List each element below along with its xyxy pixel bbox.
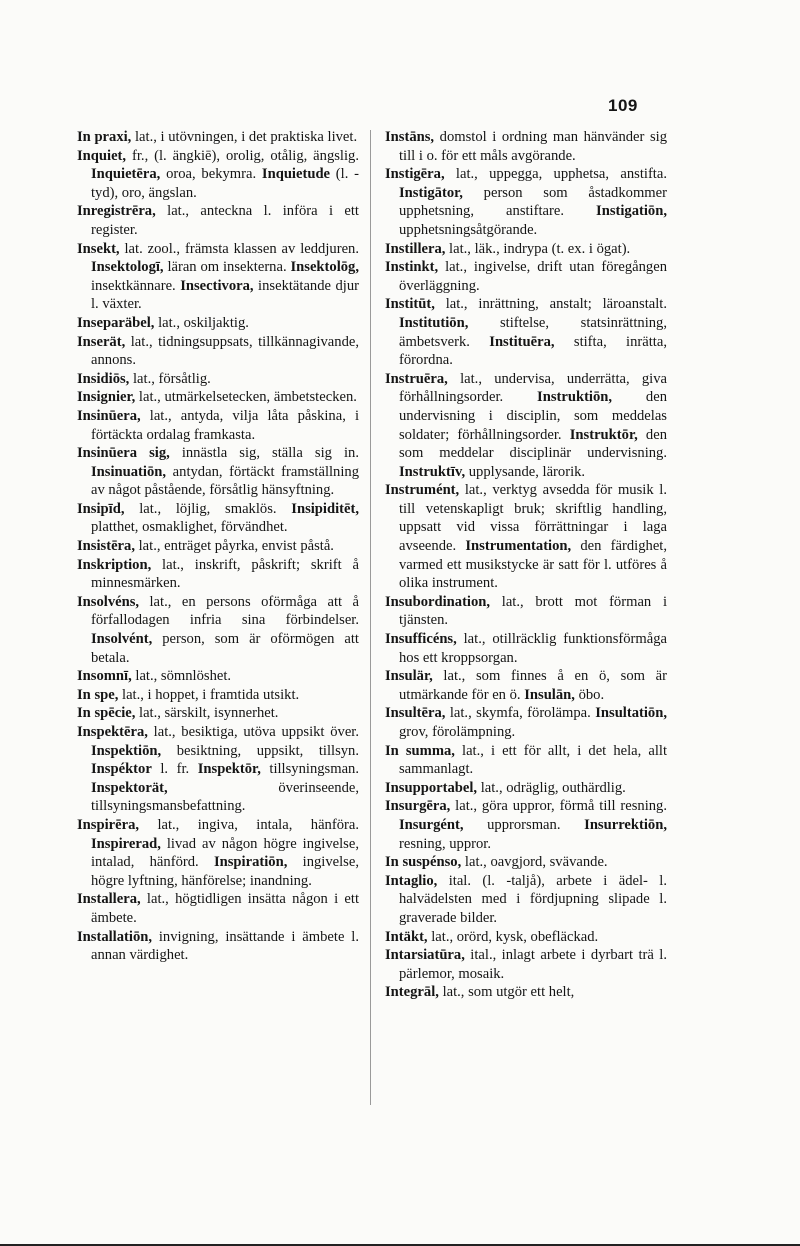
headword: Insidiōs, — [77, 370, 130, 387]
headword: Instigēra, — [385, 166, 445, 183]
headword: Inspéktor — [91, 761, 152, 778]
headword: Instinkt, — [385, 259, 439, 276]
headword: Inregistrēra, — [77, 203, 156, 220]
dictionary-entry: Inspektēra, lat., besiktiga, utöva uppsikt över. Inspektiōn, besiktning, uppsikt, tillsyn. Inspéktor l. fr. Inspektōr, tillsyningsman. Inspektorät, överinseende, tillsyningsmansbefattning. — [77, 724, 359, 815]
headword: Insurgént, — [399, 816, 464, 833]
dictionary-entry: Insomnī, lat., sömnlöshet. — [77, 668, 232, 685]
dictionary-entry: In praxi, lat., i utövningen, i det praktiska livet. — [77, 129, 358, 145]
dictionary-entry: Instillera, lat., läk., indrypa (t. ex. i ögat). — [385, 240, 631, 257]
left-column — [77, 128, 359, 965]
dictionary-entry: Installera, lat., högtidligen insätta någon i ett ämbete. — [77, 891, 359, 926]
headword: Integrāl, — [385, 984, 439, 1001]
headword: Installatiōn, — [77, 928, 153, 945]
headword: Insinūera, — [77, 407, 141, 424]
dictionary-entry: Instāns, domstol i ordning man hänvänder sig till i o. för ett måls avgörande. — [385, 129, 667, 164]
dictionary-entry: Intäkt, lat., orörd, kysk, obefläckad. — [385, 928, 599, 945]
headword: Insomnī, — [77, 668, 132, 685]
headword: Inseparäbel, — [77, 314, 155, 331]
headword: Instigātor, — [399, 184, 463, 201]
right-column — [385, 128, 667, 1002]
dictionary-entry: Instruēra, lat., undervisa, underrätta, giva förhållningsorder. Instruktiōn, den undervisning i disciplin, som meddelas soldater; förhållningsorder. Instruktōr, den som meddelar disciplinär undervisning. Instruktīv, upplysande, lärorik. — [385, 370, 667, 480]
headword: Instigatiōn, — [596, 203, 667, 220]
headword: Inquiet, — [77, 147, 127, 164]
headword: Instrumént, — [385, 482, 460, 499]
headword: Instillera, — [385, 240, 446, 257]
headword: Insolvént, — [91, 631, 153, 648]
headword: Inspektiōn, — [91, 742, 162, 759]
dictionary-entry: Inregistrēra, lat., anteckna l. införa i ett register. — [77, 203, 359, 238]
headword: Insurgēra, — [385, 798, 451, 815]
headword: Inquietēra, — [91, 166, 161, 183]
headword: Insolvéns, — [77, 593, 140, 610]
headword: Insulān, — [524, 686, 575, 703]
headword: Insufficéns, — [385, 631, 457, 648]
headword: Inserät, — [77, 333, 126, 350]
dictionary-entry: Instinkt, lat., ingivelse, drift utan föregången överläggning. — [385, 259, 667, 294]
headword: Insultēra, — [385, 705, 446, 722]
dictionary-entry: Instigēra, lat., uppegga, upphetsa, anstifta. Instigātor, person som åstadkommer upphetsning, anstiftare. Instigatiōn, upphetsningsåtgörande. — [385, 166, 667, 238]
dictionary-entry: Insistēra, lat., enträget påyrka, envist påstå. — [77, 538, 334, 555]
headword: Intaglio, — [385, 872, 438, 889]
page-number: 109 — [608, 96, 638, 115]
dictionary-entry: In suspénso, lat., oavgjord, svävande. — [385, 854, 608, 871]
headword: Insekt, — [77, 240, 120, 257]
headword: Institūt, — [385, 296, 435, 313]
headword: Instruktīv, — [399, 463, 466, 480]
headword: Instāns, — [385, 129, 435, 145]
headword: Insupportabel, — [385, 779, 478, 796]
headword: Inspektōr, — [197, 761, 261, 778]
headword: Insipīd, — [77, 500, 125, 517]
dictionary-entry: Insufficéns, lat., otillräcklig funktionsförmåga hos ett kroppsorgan. — [385, 631, 667, 666]
column-divider — [370, 130, 371, 1105]
headword: Inspiratiōn, — [213, 854, 288, 871]
headword: Insulär, — [385, 668, 433, 685]
headword: Insurrektiōn, — [584, 816, 667, 833]
headword: Insubordination, — [385, 593, 491, 610]
headword: Insinūera sig, — [77, 445, 170, 462]
headword: Instrumentation, — [465, 538, 572, 555]
dictionary-entry: Intarsiatūra, ital., inlagt arbete i dyrbart trä l. pärlemor, mosaik. — [385, 947, 667, 982]
dictionary-entry: Insulär, lat., som finnes å en ö, som är utmärkande för en ö. Insulān, öbo. — [385, 668, 667, 703]
dictionary-entry: Insinūera sig, innästla sig, ställa sig in. Insinuatiōn, antydan, förtäckt framställning av något påstående, försåtlig hänsyftning. — [77, 445, 359, 499]
dictionary-entry: In spēcie, lat., särskilt, isynnerhet. — [77, 705, 279, 722]
headword: Insignier, — [77, 389, 136, 406]
dictionary-entry: Inquiet, fr., (l. ängkiē), orolig, otålig, ängslig. Inquietēra, oroa, bekymra. Inquietude (l. -tyd), oro, ängslan. — [77, 147, 359, 201]
headword: In summa, — [385, 742, 455, 759]
headword: Insultatiōn, — [595, 705, 667, 722]
headword: In spēcie, — [77, 705, 136, 722]
dictionary-entry: Insurgēra, lat., göra uppror, förmå till resning. Insurgént, upprorsman. Insurrektiōn, resning, uppror. — [385, 798, 667, 852]
dictionary-entry: Inspirēra, lat., ingiva, intala, hänföra. Inspirerad, livad av någon högre ingivelse, intalad, hänförd. Inspiratiōn, ingivelse, högre lyftning, hänförelse; inandning. — [77, 816, 359, 889]
dictionary-entry: Intaglio, ital. (l. -taljå), arbete i ädel- l. halvädelsten med i fördjupning slipade l. graverade bilder. — [385, 872, 667, 926]
headword: Inskription, — [77, 556, 152, 573]
headword: Instituēra, — [489, 333, 555, 350]
headword: Intäkt, — [385, 928, 428, 945]
headword: Institutiōn, — [399, 314, 469, 331]
headword: Insektologī, — [91, 259, 164, 276]
dictionary-entry: Insipīd, lat., löjlig, smaklös. Insipiditēt, platthet, osmaklighet, förvändhet. — [77, 500, 359, 536]
headword: Inspektorät, — [91, 779, 168, 796]
dictionary-entry: Insupportabel, lat., odräglig, outhärdlig. — [385, 779, 626, 796]
dictionary-entry: Instrumént, lat., verktyg avsedda för musik l. till vetenskapligt bruk; skriftlig handling, uppsatt vid vissa förrättningar i laga avseende. Instrumentation, den färdighet, varmed ett musikstycke är satt för l. utföres å olika instrument. — [385, 482, 667, 592]
headword: Insistēra, — [77, 538, 135, 555]
dictionary-entry: Insubordination, lat., brott mot förman i tjänsten. — [385, 593, 667, 629]
headword: In suspénso, — [385, 854, 462, 871]
headword: In spe, — [77, 686, 119, 703]
headword: Insectivora, — [180, 277, 254, 294]
dictionary-entry: Insignier, lat., utmärkelsetecken, ämbetstecken. — [77, 389, 357, 406]
dictionary-entry: Installatiōn, invigning, insättande i ämbete l. annan värdighet. — [77, 928, 359, 964]
dictionary-entry: Insekt, lat. zool., främsta klassen av leddjuren. Insektologī, läran om insekterna. Insektolōg, insektkännare. Insectivora, insektätande djur l. växter. — [77, 240, 359, 313]
headword: Instruktōr, — [569, 426, 638, 443]
dictionary-entry: Insultēra, lat., skymfa, förolämpa. Insultatiōn, grov, förolämpning. — [385, 705, 667, 740]
dictionary-entry: Insinūera, lat., antyda, vilja låta påskina, i förtäckta ordalag framkasta. — [77, 407, 359, 443]
dictionary-entry: Inserät, lat., tidningsuppsats, tillkännagivande, annons. — [77, 333, 359, 369]
headword: Installera, — [77, 891, 141, 908]
headword: Insektolōg, — [290, 259, 359, 276]
headword: Instruēra, — [385, 370, 448, 387]
headword: Inspirēra, — [77, 816, 140, 833]
headword: In praxi, — [77, 129, 132, 145]
dictionary-entry: Integrāl, lat., som utgör ett helt, — [385, 984, 575, 1001]
headword: Inspirerad, — [91, 835, 161, 852]
headword: Instruktiōn, — [537, 389, 613, 406]
headword: Insipiditēt, — [291, 500, 359, 517]
dictionary-entry: Insidiōs, lat., försåtlig. — [77, 370, 211, 387]
headword: Inquietude — [261, 166, 331, 183]
dictionary-entry: Institūt, lat., inrättning, anstalt; läroanstalt. Institutiōn, stiftelse, statsinrättning, ämbetsverk. Instituēra, stifta, inrätta, förordna. — [385, 296, 667, 369]
dictionary-entry: In spe, lat., i hoppet, i framtida utsikt. — [77, 686, 300, 703]
headword: Insinuatiōn, — [91, 463, 167, 480]
dictionary-entry: In summa, lat., i ett för allt, i det hela, allt sammanlagt. — [385, 742, 667, 778]
dictionary-entry: Inskription, lat., inskrift, påskrift; skrift å minnesmärken. — [77, 556, 359, 592]
dictionary-entry: Insolvéns, lat., en persons oförmåga att å förfallodagen infria sina förbindelser. Insolvént, person, som är oförmögen att betala. — [77, 593, 359, 666]
headword: Inspektēra, — [77, 724, 148, 740]
dictionary-entry: Inseparäbel, lat., oskiljaktig. — [77, 314, 249, 331]
headword: Intarsiatūra, — [385, 947, 465, 964]
